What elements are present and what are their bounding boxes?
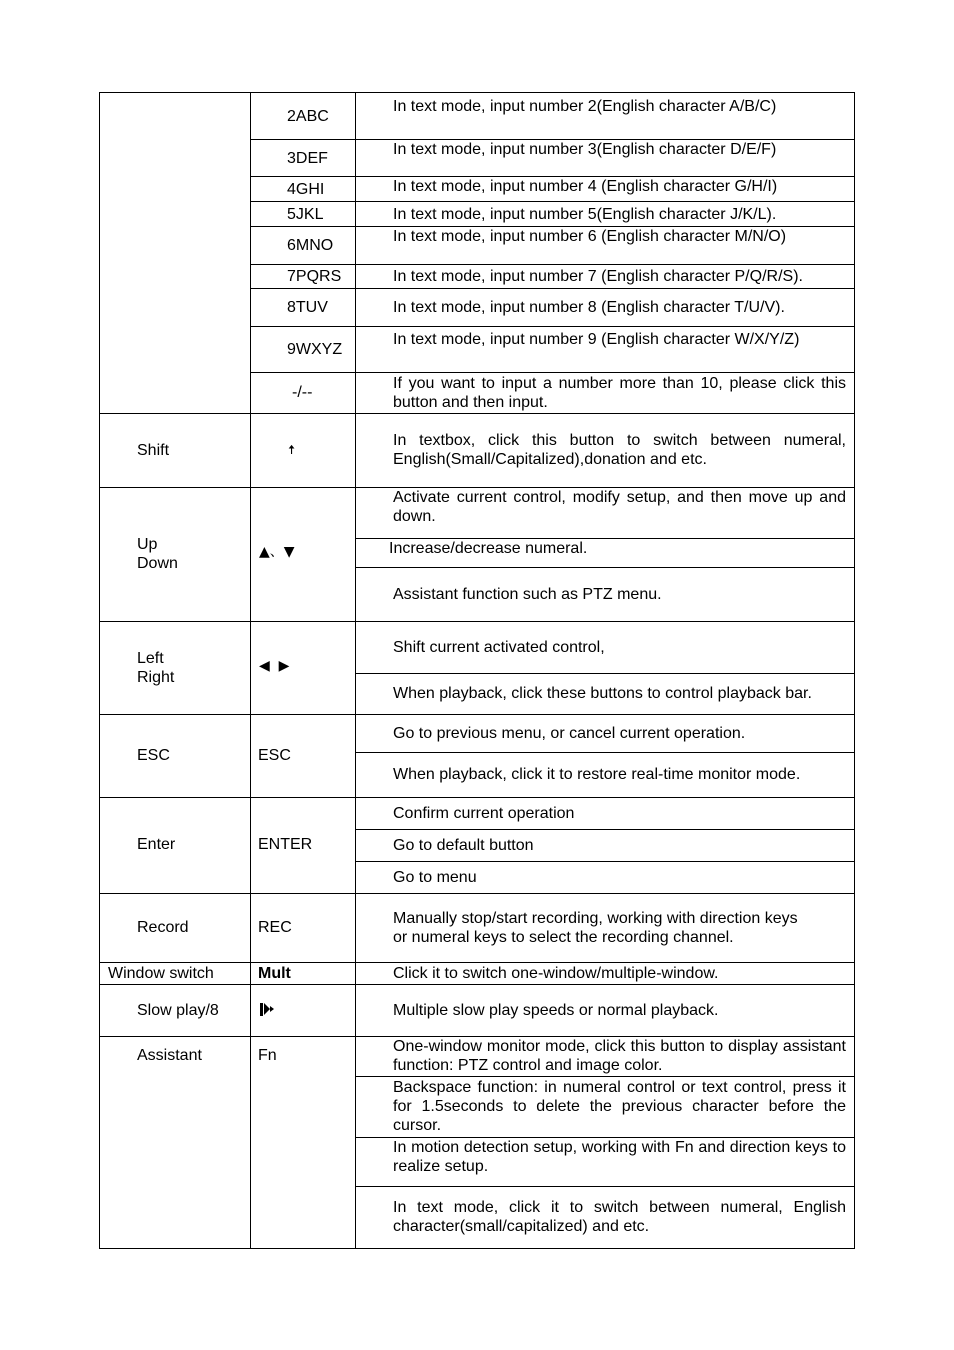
table-border-bottom [99, 1248, 855, 1249]
key-description: Increase/decrease numeral. [389, 540, 588, 557]
key-label: ENTER [258, 836, 313, 853]
row-separator [355, 752, 855, 753]
key-label: 6MNO [287, 237, 334, 254]
key-label: Mult [258, 965, 291, 982]
row-separator [355, 673, 855, 674]
key-description: In text mode, click it to switch between numeral, English character(small/capitalized) and etc. [393, 1199, 846, 1235]
key-description: Go to default button [393, 837, 534, 854]
row-separator [355, 567, 855, 568]
key-description: In text mode, input number 8 (English character T/U/V). [393, 299, 785, 316]
key-label: 4GHI [287, 181, 325, 198]
row-separator [99, 984, 855, 985]
function-name: Assistant [137, 1047, 202, 1064]
key-description: If you want to input a number more than 10, please click this button and then input. [393, 375, 846, 411]
row-separator [99, 714, 855, 715]
function-name: Record [137, 919, 189, 936]
key-description: In text mode, input number 9 (English character W/X/Y/Z) [393, 331, 800, 348]
key-description: Backspace function: in numeral control or text control, press it for 1.5seconds to delete the previous character before the cursor. [393, 1079, 846, 1134]
key-description: When playback, click it to restore real-time monitor mode. [393, 766, 801, 783]
left-right-arrows-icon: ◀ ▶ [259, 658, 290, 674]
key-label: 5JKL [287, 206, 324, 223]
row-separator [99, 797, 855, 798]
function-name: Shift [137, 442, 170, 459]
function-name: ESC [137, 747, 170, 764]
key-label: -/-- [292, 384, 313, 401]
key-description: Assistant function such as PTZ menu. [393, 586, 662, 603]
key-description: In text mode, input number 4 (English character G/H/I) [393, 178, 778, 195]
up-down-arrows-icon: ▲、▼ [259, 544, 295, 560]
key-description: Click it to switch one-window/multiple-window. [393, 965, 719, 982]
key-description: In text mode, input number 2(English character A/B/C) [393, 98, 777, 115]
function-name: Down [137, 555, 178, 572]
key-description: Activate current control, modify setup, and then move up and down. [393, 489, 846, 525]
row-separator [250, 201, 855, 202]
key-description: In text mode, input number 6 (English character M/N/O) [393, 228, 787, 245]
key-description: Manually stop/start recording, working with direction keys [393, 910, 798, 927]
row-separator [99, 962, 855, 963]
key-label: ESC [258, 747, 291, 764]
function-name: Right [137, 669, 175, 686]
key-description: In text mode, input number 5(English character J/K/L). [393, 206, 777, 223]
key-label: 8TUV [287, 299, 328, 316]
key-label: 9WXYZ [287, 341, 343, 358]
function-name: Slow play/8 [137, 1002, 219, 1019]
row-separator [355, 829, 855, 830]
function-name: Window switch [108, 965, 214, 982]
row-separator [99, 621, 855, 622]
key-description: Go to previous menu, or cancel current operation. [393, 725, 746, 742]
row-separator [250, 372, 855, 373]
key-description: In textbox, click this button to switch between numeral, English(Small/Capitalized),donation and etc. [393, 432, 846, 468]
row-separator [355, 861, 855, 862]
key-label: 7PQRS [287, 268, 342, 285]
key-label: Fn [258, 1047, 277, 1064]
key-description: When playback, click these buttons to control playback bar. [393, 685, 812, 702]
key-description: One-window monitor mode, click this button to display assistant function: PTZ control and image color. [393, 1038, 846, 1074]
key-description: In text mode, input number 7 (English character P/Q/R/S). [393, 268, 803, 285]
function-name: Enter [137, 836, 176, 853]
function-name: Left [137, 650, 164, 667]
key-label: 3DEF [287, 150, 328, 167]
row-separator [250, 264, 855, 265]
key-description: Go to menu [393, 869, 477, 886]
key-description: In motion detection setup, working with Fn and direction keys to realize setup. [393, 1139, 846, 1175]
key-description: In text mode, input number 3(English character D/E/F) [393, 141, 777, 158]
key-description: Confirm current operation [393, 805, 575, 822]
column-divider-1 [250, 92, 251, 1249]
key-label: REC [258, 919, 292, 936]
key-description: or numeral keys to select the recording channel. [393, 929, 734, 946]
row-separator [355, 1186, 855, 1187]
row-separator [250, 288, 855, 289]
table-border-left [99, 92, 100, 1249]
table-border-top [99, 92, 855, 93]
shift-arrow-icon: 🠅 [288, 443, 296, 458]
key-description: Multiple slow play speeds or normal playback. [393, 1002, 719, 1019]
key-label: 2ABC [287, 108, 329, 125]
row-separator [99, 893, 855, 894]
function-name: Up [137, 536, 158, 553]
row-separator [355, 1076, 855, 1077]
row-separator [250, 326, 855, 327]
slow-play-icon [260, 1002, 275, 1017]
row-separator [99, 413, 855, 414]
key-description: Shift current activated control, [393, 639, 605, 656]
